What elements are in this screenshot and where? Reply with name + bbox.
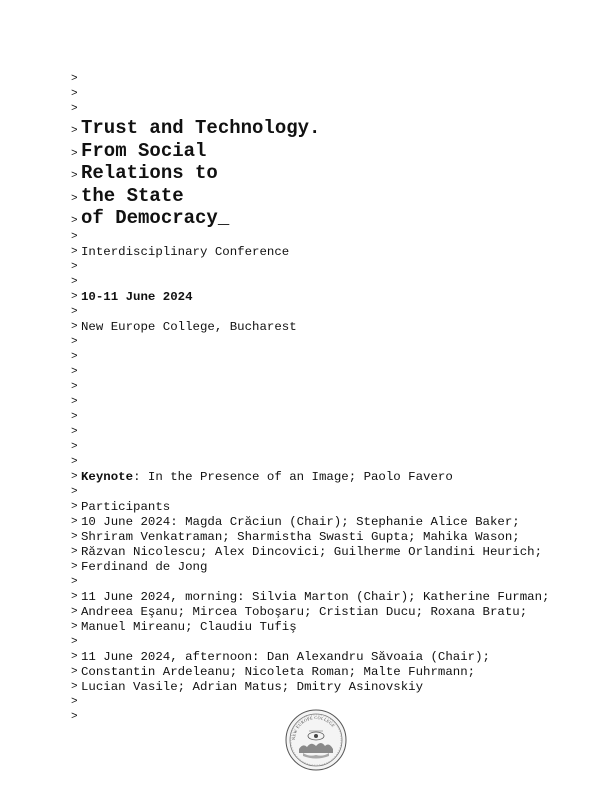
line-marker: > bbox=[71, 635, 78, 648]
participants-text: 10 June 2024: Magda Crăciun (Chair); Stephanie Alice Baker; bbox=[81, 514, 520, 529]
line-marker: > bbox=[71, 665, 78, 678]
line-marker: > bbox=[71, 320, 78, 333]
blank-line bbox=[71, 260, 571, 275]
line-marker: > bbox=[71, 147, 78, 160]
participants-line bbox=[71, 560, 571, 575]
blank-line bbox=[71, 440, 571, 455]
title-text: Trust and Technology. bbox=[81, 117, 321, 139]
subtitle-line bbox=[71, 245, 571, 260]
participants-text: Shriram Venkatraman; Sharmistha Swasti Gupta; Mahika Wason; bbox=[81, 529, 520, 544]
conference-dates: 10-11 June 2024 bbox=[81, 289, 193, 304]
title-text: Relations to bbox=[81, 162, 218, 185]
participants-text: Constantin Ardeleanu; Nicoleta Roman; Malte Fuhrmann; bbox=[81, 664, 476, 679]
keynote-text: : In the Presence of an Image; Paolo Favero bbox=[133, 469, 453, 484]
line-marker: > bbox=[71, 680, 78, 693]
participants-text: Ferdinand de Jong bbox=[81, 559, 208, 574]
dates-line bbox=[71, 290, 571, 305]
participants-text: 11 June 2024, afternoon: Dan Alexandru Săvoaia (Chair); bbox=[81, 649, 490, 664]
line-marker: > bbox=[71, 305, 78, 318]
participants-heading: Participants bbox=[81, 499, 171, 514]
participants-line bbox=[71, 620, 571, 635]
title-line bbox=[71, 140, 571, 163]
participants-line bbox=[71, 515, 571, 530]
blank-line bbox=[71, 425, 571, 440]
participants-line bbox=[71, 545, 571, 560]
blank-line bbox=[71, 230, 571, 245]
participants-text: Lucian Vasile; Adrian Matus; Dmitry Asinovskiy bbox=[81, 679, 424, 694]
title-text: of Democracy_ bbox=[81, 207, 230, 230]
seal-text: NEW EUROPE COLLEGE bbox=[290, 714, 337, 741]
participants-line bbox=[71, 665, 571, 680]
line-marker: > bbox=[71, 260, 78, 273]
keynote-line bbox=[71, 470, 571, 485]
blank-line bbox=[71, 102, 571, 117]
line-marker: > bbox=[71, 710, 78, 723]
title-line bbox=[71, 207, 571, 230]
title-line bbox=[71, 185, 571, 208]
line-marker: > bbox=[71, 560, 78, 573]
participants-line bbox=[71, 530, 571, 545]
line-marker: > bbox=[71, 500, 78, 513]
line-marker: > bbox=[71, 590, 78, 603]
participants-text: Răzvan Nicolescu; Alex Dincovici; Guilherme Orlandini Heurich; bbox=[81, 544, 543, 559]
participants-heading-line bbox=[71, 500, 571, 515]
line-marker: > bbox=[71, 290, 78, 303]
participants-text: Manuel Mireanu; Claudiu Tufiş bbox=[81, 619, 297, 634]
blank-line bbox=[71, 635, 571, 650]
line-marker: > bbox=[71, 192, 78, 205]
participants-line bbox=[71, 680, 571, 695]
line-marker: > bbox=[71, 73, 78, 85]
title-line bbox=[71, 162, 571, 185]
line-marker: > bbox=[71, 275, 78, 288]
conference-poster bbox=[71, 72, 571, 725]
blank-line bbox=[71, 87, 571, 102]
seal-logo bbox=[285, 709, 347, 771]
blank-line bbox=[71, 575, 571, 590]
participants-line bbox=[71, 650, 571, 665]
conference-venue: New Europe College, Bucharest bbox=[81, 319, 297, 334]
blank-line bbox=[71, 335, 571, 350]
participants-line bbox=[71, 590, 571, 605]
blank-line bbox=[71, 410, 571, 425]
blank-line bbox=[71, 485, 571, 500]
title-text: the State bbox=[81, 184, 184, 207]
venue-line bbox=[71, 320, 571, 335]
line-marker: > bbox=[71, 335, 78, 348]
line-marker: > bbox=[71, 530, 78, 543]
participants-line bbox=[71, 605, 571, 620]
line-marker: > bbox=[71, 695, 78, 708]
blank-line bbox=[71, 350, 571, 365]
line-marker: > bbox=[71, 440, 78, 453]
title-line bbox=[71, 117, 571, 140]
line-marker: > bbox=[71, 395, 78, 408]
blank-line bbox=[71, 305, 571, 320]
line-marker: > bbox=[71, 455, 78, 468]
keynote bbox=[81, 470, 453, 485]
line-marker: > bbox=[71, 575, 78, 588]
blank-line bbox=[71, 72, 571, 87]
line-marker: > bbox=[71, 365, 78, 378]
line-marker: > bbox=[71, 650, 78, 663]
line-marker: > bbox=[71, 425, 78, 438]
line-marker: > bbox=[71, 620, 78, 633]
line-marker: > bbox=[71, 470, 78, 483]
line-marker: > bbox=[71, 125, 78, 137]
blank-line bbox=[71, 275, 571, 290]
line-marker: > bbox=[71, 410, 78, 423]
line-marker: > bbox=[71, 103, 78, 115]
blank-line bbox=[71, 365, 571, 380]
line-marker: > bbox=[71, 380, 78, 393]
blank-line bbox=[71, 455, 571, 470]
keynote-label: Keynote bbox=[81, 469, 134, 484]
subtitle: Interdisciplinary Conference bbox=[81, 244, 290, 259]
participants-text: Andreea Eşanu; Mircea Toboşaru; Cristian Ducu; Roxana Bratu; bbox=[81, 604, 528, 619]
line-marker: > bbox=[71, 88, 78, 100]
line-marker: > bbox=[71, 515, 78, 528]
line-marker: > bbox=[71, 170, 78, 183]
line-marker: > bbox=[71, 350, 78, 363]
title-text: From Social bbox=[81, 139, 207, 162]
line-marker: > bbox=[71, 230, 78, 243]
line-marker: > bbox=[71, 215, 78, 228]
blank-line bbox=[71, 695, 571, 710]
line-marker: > bbox=[71, 245, 78, 258]
line-marker: > bbox=[71, 545, 78, 558]
line-marker: > bbox=[71, 485, 78, 498]
participants-text: 11 June 2024, morning: Silvia Marton (Chair); Katherine Furman; bbox=[81, 589, 550, 604]
blank-line bbox=[71, 380, 571, 395]
blank-line bbox=[71, 395, 571, 410]
line-marker: > bbox=[71, 605, 78, 618]
